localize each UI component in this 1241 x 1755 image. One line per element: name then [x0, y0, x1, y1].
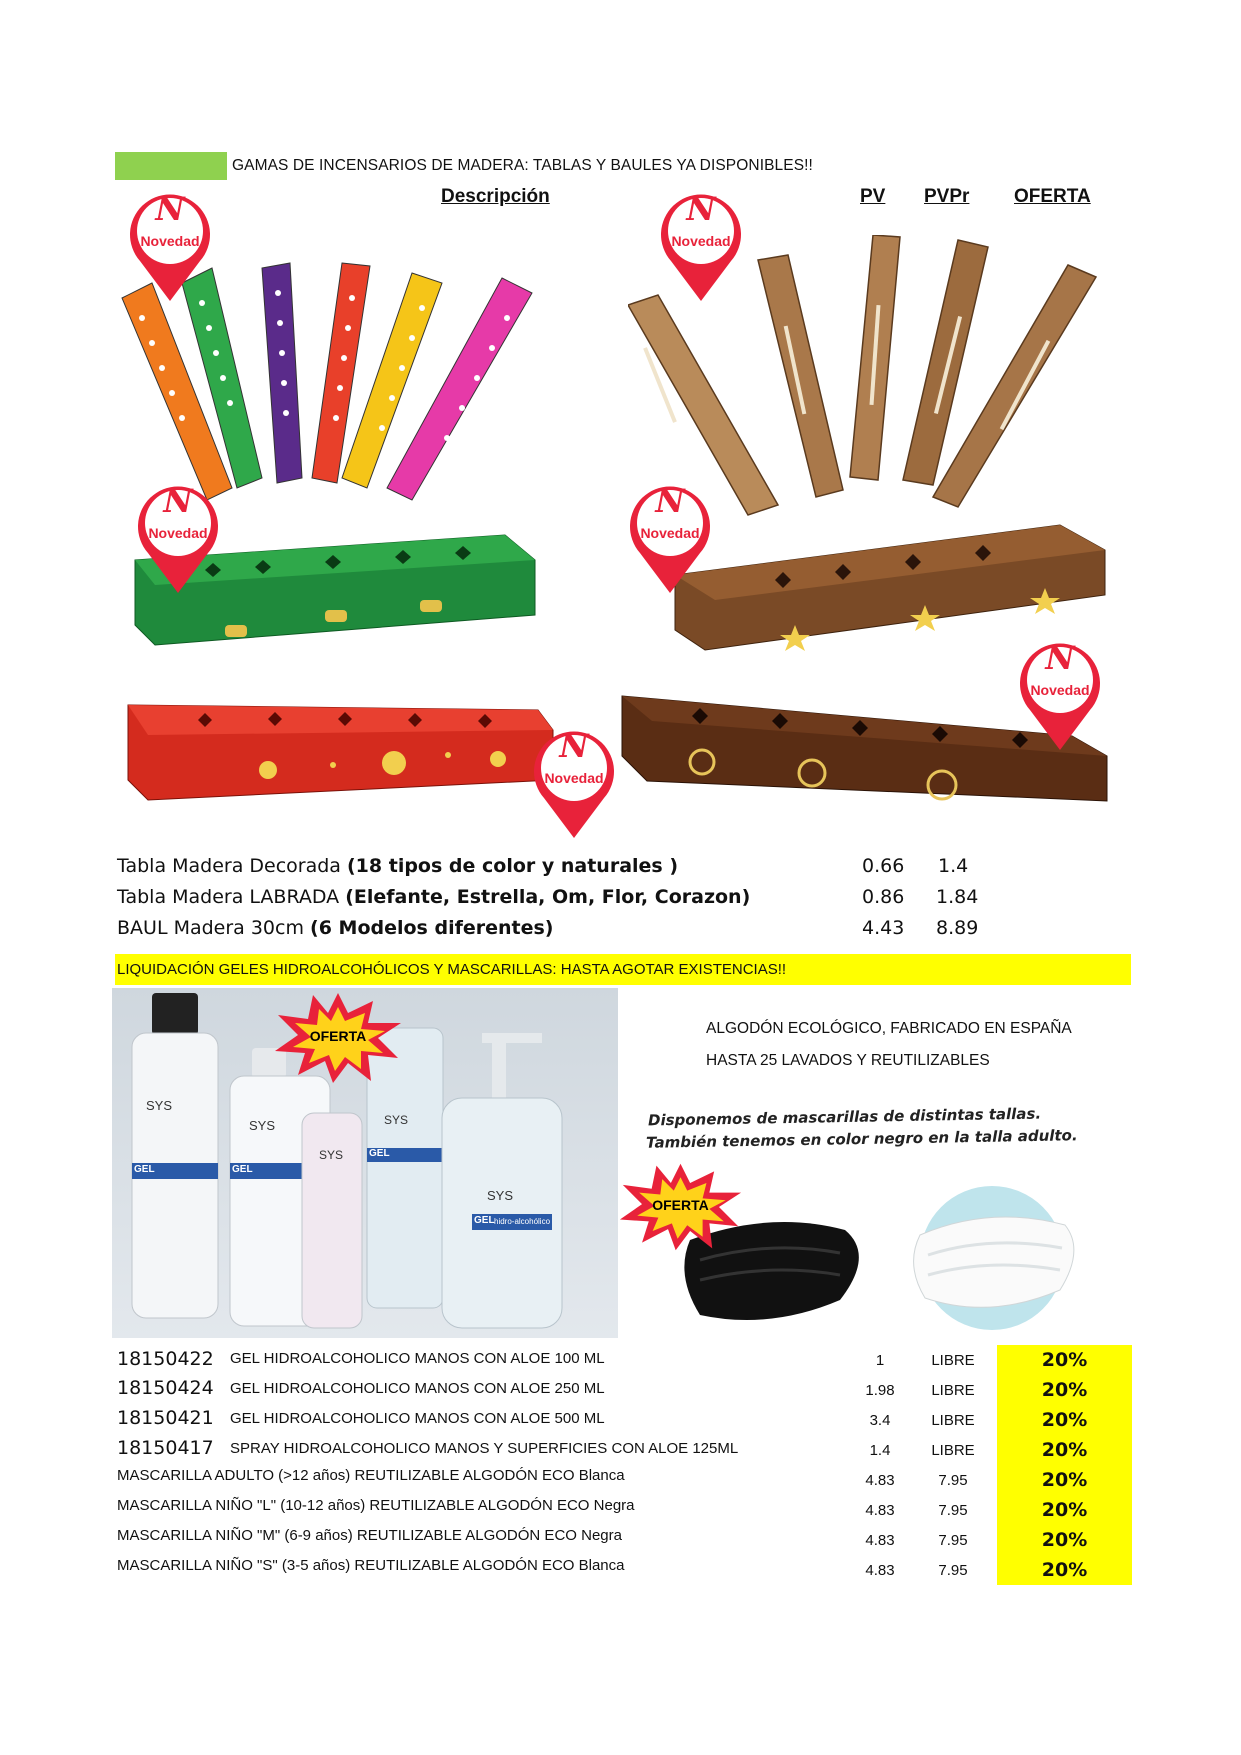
bottle-hidro-label: hidro-alcohólico	[494, 1217, 551, 1226]
pvpr-value: 8.89	[936, 917, 979, 939]
novedad-badge	[651, 183, 751, 308]
novedad-label: Novedad	[1030, 682, 1090, 698]
incense-row	[117, 855, 678, 877]
pvpr-value: 1.84	[936, 886, 979, 908]
pv-value: 4.83	[865, 1532, 895, 1549]
col-header-descripcion: Descripción	[441, 186, 550, 207]
pv-value: 0.66	[862, 855, 905, 877]
product-detail: (18 tipos de color y naturales )	[347, 855, 679, 877]
mask-note-line1: Disponemos de mascarillas de distintas tallas.	[647, 1104, 1042, 1130]
oferta-label: OFERTA	[309, 1028, 367, 1044]
bottle-brand: SYS	[487, 1188, 514, 1203]
oferta-value: 20%	[997, 1345, 1132, 1375]
pvpr-value: 7.95	[938, 1532, 968, 1549]
product-desc: GEL HIDROALCOHOLICO MANOS CON ALOE 100 ML	[230, 1350, 605, 1367]
novedad-label: Novedad	[148, 525, 208, 541]
product-desc: MASCARILLA ADULTO (>12 años) REUTILIZABLE ALGODÓN ECO Blanca	[117, 1467, 625, 1484]
oferta-value: 20%	[997, 1375, 1132, 1405]
product-code: 18150422	[117, 1348, 214, 1370]
novedad-badge	[620, 475, 720, 600]
pvpr-value: 1.4	[938, 855, 969, 877]
novedad-badge	[128, 475, 228, 600]
product-desc: GEL HIDROALCOHOLICO MANOS CON ALOE 250 ML	[230, 1380, 605, 1397]
liquidation-title: LIQUIDACIÓN GELES HIDROALCOHÓLICOS Y MASCARILLAS: HASTA AGOTAR EXISTENCIAS!!	[117, 961, 787, 978]
novedad-badge	[1010, 632, 1110, 757]
oferta-value: 20%	[997, 1435, 1132, 1465]
oferta-value: 20%	[997, 1495, 1132, 1525]
info-line-eco: ALGODÓN ECOLÓGICO, FABRICADO EN ESPAÑA	[706, 1020, 1072, 1037]
oferta-value: 20%	[997, 1555, 1132, 1585]
novedad-label: Novedad	[671, 233, 731, 249]
pv-value: 1	[875, 1352, 885, 1369]
col-header-pvpr: PVPr	[924, 186, 970, 207]
oferta-value: 20%	[997, 1525, 1132, 1555]
product-desc: MASCARILLA NIÑO "S" (3-5 años) REUTILIZABLE ALGODÓN ECO Blanca	[117, 1557, 625, 1574]
col-header-pv: PV	[860, 186, 886, 207]
product-code: 18150424	[117, 1377, 214, 1399]
product-name: Tabla Madera LABRADA	[117, 886, 346, 908]
pvpr-value: LIBRE	[931, 1352, 975, 1369]
oferta-value: 20%	[997, 1465, 1132, 1495]
novedad-label: Novedad	[140, 233, 200, 249]
novedad-badge	[120, 183, 220, 308]
product-code: 18150417	[117, 1437, 214, 1459]
bottle-gel-label: GEL	[134, 1164, 155, 1175]
bottle-brand: SYS	[319, 1148, 344, 1162]
pvpr-value: 7.95	[938, 1502, 968, 1519]
bottle-brand: SYS	[249, 1118, 276, 1133]
pv-value: 0.86	[862, 886, 905, 908]
product-desc: GEL HIDROALCOHOLICO MANOS CON ALOE 500 ML	[230, 1410, 605, 1427]
novedad-letter: N	[655, 482, 685, 520]
bottle-gel-label: GEL	[474, 1215, 495, 1226]
bottle-brand: SYS	[384, 1113, 409, 1127]
pv-value: 4.83	[865, 1562, 895, 1579]
product-detail: (6 Modelos diferentes)	[310, 917, 554, 939]
bottle-brand: SYS	[146, 1098, 173, 1113]
mask-note-line2: También tenemos en color negro en la talla adulto.	[645, 1126, 1078, 1152]
photo-white-mask	[890, 1180, 1095, 1330]
novedad-letter: N	[163, 482, 193, 520]
product-name: BAUL Madera 30cm	[117, 917, 311, 939]
pvpr-value: 7.95	[938, 1472, 968, 1489]
novedad-letter: N	[1045, 639, 1075, 677]
incense-row	[117, 917, 553, 939]
pv-value: 4.83	[865, 1502, 895, 1519]
product-code: 18150421	[117, 1407, 214, 1429]
pv-value: 1.98	[865, 1382, 895, 1399]
pv-value: 3.4	[869, 1412, 891, 1429]
novedad-letter: N	[155, 190, 185, 228]
incense-row	[117, 886, 750, 908]
col-header-oferta: OFERTA	[1014, 186, 1091, 207]
product-name: Tabla Madera Decorada	[117, 855, 347, 877]
novedad-badge	[524, 720, 624, 845]
pvpr-value: 7.95	[938, 1562, 968, 1579]
pvpr-value: LIBRE	[931, 1442, 975, 1459]
photo-red-box	[118, 685, 558, 815]
section-title-incense: GAMAS DE INCENSARIOS DE MADERA: TABLAS Y BAULES YA DISPONIBLES!!	[232, 157, 813, 174]
product-detail: (Elefante, Estrella, Om, Flor, Corazon)	[345, 886, 751, 908]
green-marker	[115, 152, 227, 180]
info-line-washes: HASTA 25 LAVADOS Y REUTILIZABLES	[706, 1052, 990, 1069]
pv-value: 4.83	[865, 1472, 895, 1489]
novedad-letter: N	[559, 727, 589, 765]
novedad-letter: N	[686, 190, 716, 228]
pvpr-value: LIBRE	[931, 1412, 975, 1429]
oferta-value: 20%	[997, 1405, 1132, 1435]
pv-value: 4.43	[862, 917, 905, 939]
bottle-gel-label: GEL	[232, 1164, 253, 1175]
product-desc: SPRAY HIDROALCOHOLICO MANOS Y SUPERFICIES CON ALOE 125ML	[230, 1440, 739, 1457]
oferta-burst	[618, 1163, 743, 1251]
product-desc: MASCARILLA NIÑO "L" (10-12 años) REUTILIZABLE ALGODÓN ECO Negra	[117, 1497, 635, 1514]
bottle-gel-label: GEL	[369, 1148, 390, 1159]
pvpr-value: LIBRE	[931, 1382, 975, 1399]
product-desc: MASCARILLA NIÑO "M" (6-9 años) REUTILIZABLE ALGODÓN ECO Negra	[117, 1527, 622, 1544]
novedad-label: Novedad	[640, 525, 700, 541]
pv-value: 1.4	[869, 1442, 891, 1459]
oferta-burst	[273, 993, 403, 1083]
oferta-label: OFERTA	[652, 1197, 709, 1213]
novedad-label: Novedad	[544, 770, 604, 786]
